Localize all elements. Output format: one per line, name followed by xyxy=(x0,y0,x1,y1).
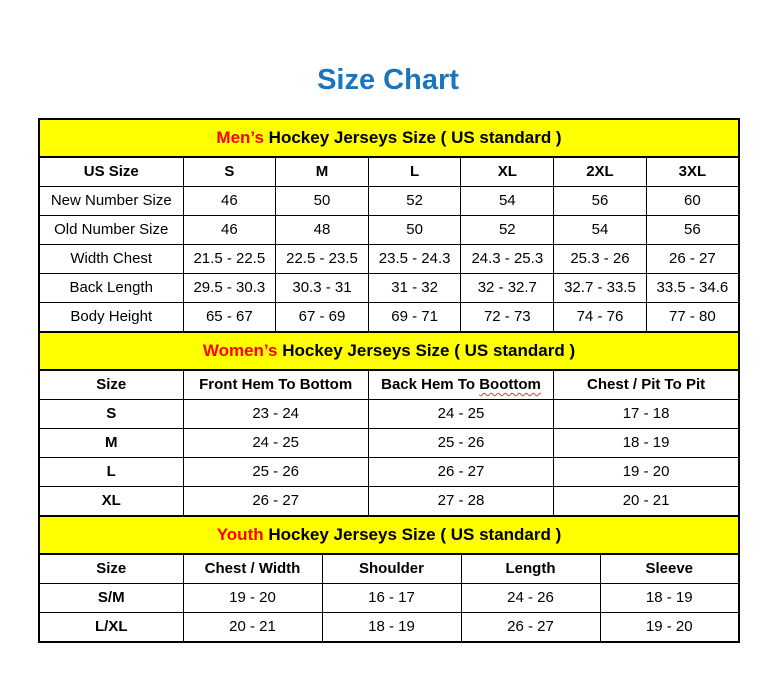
table-row xyxy=(39,216,739,245)
column-header xyxy=(368,370,553,400)
table-cell: 32.7 - 33.5 xyxy=(554,274,647,303)
table-cell: 19 - 20 xyxy=(600,613,739,643)
column-header: Sleeve xyxy=(600,554,739,584)
table-cell: 52 xyxy=(461,216,554,245)
column-header: Chest / Pit To Pit xyxy=(554,370,739,400)
row-label: M xyxy=(39,429,183,458)
womens-section-title-group: Women’s xyxy=(202,341,278,360)
row-label: S xyxy=(39,400,183,429)
column-header: Front Hem To Bottom xyxy=(183,370,368,400)
table-cell: 32 - 32.7 xyxy=(461,274,554,303)
mens-section-title xyxy=(39,119,739,157)
table-cell: 50 xyxy=(368,216,461,245)
column-header: M xyxy=(276,157,369,187)
womens-section-title xyxy=(39,332,739,370)
table-cell: 74 - 76 xyxy=(554,303,647,333)
column-header: Size xyxy=(39,554,183,584)
row-label: Old Number Size xyxy=(39,216,183,245)
row-label: L xyxy=(39,458,183,487)
table-cell: 56 xyxy=(554,187,647,216)
youth-section-header-row xyxy=(39,516,739,554)
table-cell: 16 - 17 xyxy=(322,584,461,613)
column-header-misspelled-word: Boottom xyxy=(479,376,541,393)
table-cell: 72 - 73 xyxy=(461,303,554,333)
table-cell: 25 - 26 xyxy=(183,458,368,487)
table-cell: 77 - 80 xyxy=(646,303,739,333)
youth-size-table xyxy=(38,515,740,643)
column-header: Size xyxy=(39,370,183,400)
row-label: Body Height xyxy=(39,303,183,333)
table-cell: 24 - 25 xyxy=(183,429,368,458)
table-cell: 17 - 18 xyxy=(554,400,739,429)
table-cell: 46 xyxy=(183,216,276,245)
column-header: 2XL xyxy=(554,157,647,187)
table-cell: 24.3 - 25.3 xyxy=(461,245,554,274)
row-label: L/XL xyxy=(39,613,183,643)
column-header: US Size xyxy=(39,157,183,187)
column-header: Length xyxy=(461,554,600,584)
table-cell: 21.5 - 22.5 xyxy=(183,245,276,274)
table-row xyxy=(39,487,739,517)
table-cell: 19 - 20 xyxy=(554,458,739,487)
column-header: XL xyxy=(461,157,554,187)
row-label: New Number Size xyxy=(39,187,183,216)
womens-section-header-row xyxy=(39,332,739,370)
table-cell: 30.3 - 31 xyxy=(276,274,369,303)
womens-section-title-rest: Hockey Jerseys Size ( US standard ) xyxy=(277,341,576,360)
row-label: S/M xyxy=(39,584,183,613)
table-cell: 54 xyxy=(554,216,647,245)
table-cell: 31 - 32 xyxy=(368,274,461,303)
column-header: Shoulder xyxy=(322,554,461,584)
table-row xyxy=(39,429,739,458)
mens-column-header-row xyxy=(39,157,739,187)
youth-column-header-row xyxy=(39,554,739,584)
table-cell: 24 - 25 xyxy=(368,400,553,429)
table-cell: 26 - 27 xyxy=(183,487,368,517)
column-header: L xyxy=(368,157,461,187)
column-header: Chest / Width xyxy=(183,554,322,584)
table-row xyxy=(39,584,739,613)
table-cell: 20 - 21 xyxy=(183,613,322,643)
table-cell: 23 - 24 xyxy=(183,400,368,429)
mens-section-title-group: Men’s xyxy=(216,128,264,147)
table-cell: 19 - 20 xyxy=(183,584,322,613)
table-row xyxy=(39,245,739,274)
table-cell: 33.5 - 34.6 xyxy=(646,274,739,303)
table-row xyxy=(39,400,739,429)
column-header: 3XL xyxy=(646,157,739,187)
table-cell: 48 xyxy=(276,216,369,245)
table-row xyxy=(39,303,739,333)
table-cell: 22.5 - 23.5 xyxy=(276,245,369,274)
mens-section-title-rest: Hockey Jerseys Size ( US standard ) xyxy=(263,128,562,147)
table-cell: 52 xyxy=(368,187,461,216)
womens-column-header-row xyxy=(39,370,739,400)
row-label: Width Chest xyxy=(39,245,183,274)
table-row xyxy=(39,187,739,216)
table-cell: 18 - 19 xyxy=(554,429,739,458)
table-cell: 25.3 - 26 xyxy=(554,245,647,274)
table-cell: 26 - 27 xyxy=(368,458,553,487)
table-cell: 65 - 67 xyxy=(183,303,276,333)
table-cell: 50 xyxy=(276,187,369,216)
table-cell: 69 - 71 xyxy=(368,303,461,333)
table-row xyxy=(39,613,739,643)
table-cell: 56 xyxy=(646,216,739,245)
table-cell: 18 - 19 xyxy=(322,613,461,643)
row-label: Back Length xyxy=(39,274,183,303)
column-header: S xyxy=(183,157,276,187)
table-cell: 26 - 27 xyxy=(461,613,600,643)
table-cell: 60 xyxy=(646,187,739,216)
table-row xyxy=(39,274,739,303)
size-chart-tables xyxy=(38,118,740,643)
table-row xyxy=(39,458,739,487)
youth-section-title xyxy=(39,516,739,554)
womens-size-table xyxy=(38,331,740,517)
table-cell: 67 - 69 xyxy=(276,303,369,333)
page-title: Size Chart xyxy=(317,64,459,96)
mens-size-table xyxy=(38,118,740,333)
youth-section-title-group: Youth xyxy=(216,525,264,544)
table-cell: 25 - 26 xyxy=(368,429,553,458)
table-cell: 18 - 19 xyxy=(600,584,739,613)
table-cell: 23.5 - 24.3 xyxy=(368,245,461,274)
table-cell: 54 xyxy=(461,187,554,216)
table-cell: 27 - 28 xyxy=(368,487,553,517)
mens-section-header-row xyxy=(39,119,739,157)
youth-section-title-rest: Hockey Jerseys Size ( US standard ) xyxy=(263,525,562,544)
table-cell: 29.5 - 30.3 xyxy=(183,274,276,303)
table-cell: 20 - 21 xyxy=(554,487,739,517)
row-label: XL xyxy=(39,487,183,517)
table-cell: 26 - 27 xyxy=(646,245,739,274)
table-cell: 24 - 26 xyxy=(461,584,600,613)
column-header-prefix: Back Hem To xyxy=(381,376,480,393)
table-cell: 46 xyxy=(183,187,276,216)
